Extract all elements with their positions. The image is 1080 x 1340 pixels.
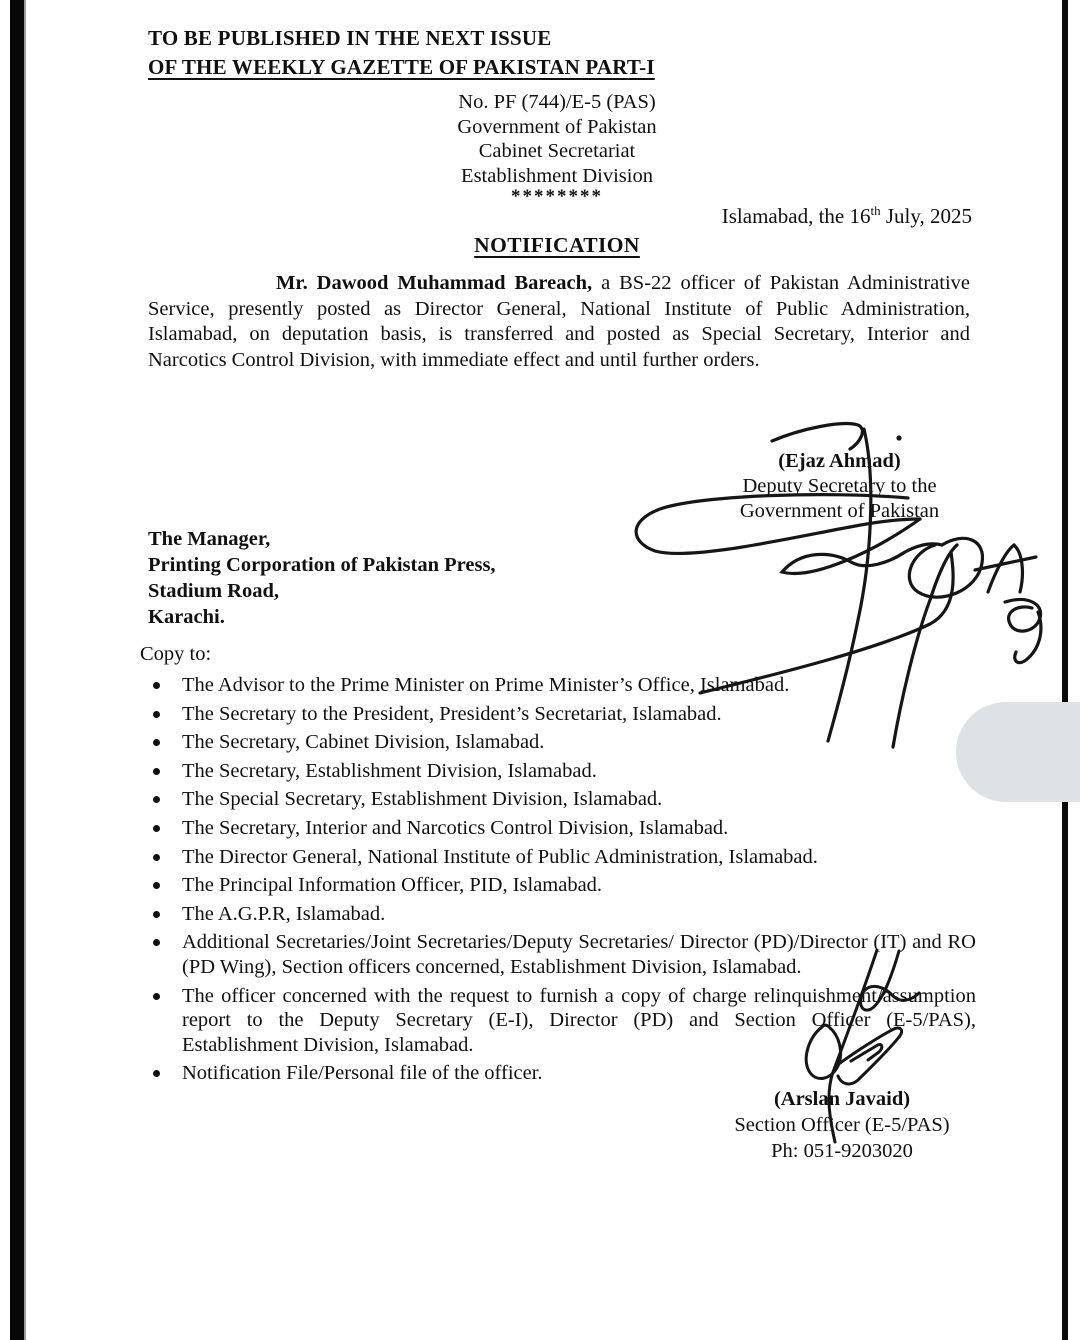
list-item: The A.G.P.R, Islamabad. [148, 902, 976, 927]
date-line [140, 204, 972, 229]
org-line-3: Establishment Division [461, 164, 653, 187]
list-item: The Secretary, Interior and Narcotics Control Division, Islamabad. [148, 816, 976, 841]
date-ordinal: th [870, 203, 881, 218]
scan-edge-right [1062, 0, 1068, 1340]
list-item: The Principal Information Officer, PID, Islamabad. [148, 873, 976, 898]
primary-signatory-name: (Ejaz Ahmad) [778, 450, 901, 472]
list-item: The Advisor to the Prime Minister on Prime Minister’s Office, Islamabad. [148, 673, 976, 698]
addressee-line-3: Stadium Road, [148, 580, 280, 602]
body-text: a BS-22 officer of Pakistan Administrative Service, presently posted as Director General, National Institute of Public Administration, Islamabad, on deputation basis, is transferred and posted as Special Secretary, Interior and Narcotics Control Division, with immediate effect and until further orders. [148, 272, 970, 371]
secondary-signatory-name: (Arslan Javaid) [773, 1088, 911, 1110]
publish-line-1: TO BE PUBLISHED IN THE NEXT ISSUE [148, 26, 552, 50]
list-item: The Secretary, Establishment Division, Islamabad. [148, 759, 976, 784]
list-item: The Secretary, Cabinet Division, Islamabad. [148, 730, 976, 755]
copy-to-list [148, 673, 976, 1090]
org-line-2: Cabinet Secretariat [478, 140, 636, 162]
scroll-handle[interactable] [956, 702, 1080, 802]
list-item: The Special Secretary, Establishment Division, Islamabad. [148, 787, 976, 812]
addressee-line-2: Printing Corporation of Pakistan Press, [148, 554, 496, 576]
primary-signatory-designation-1: Deputy Secretary to the [742, 475, 937, 497]
notification-body [148, 271, 970, 373]
notification-title: NOTIFICATION [474, 233, 640, 257]
list-item: Additional Secretaries/Joint Secretaries/Deputy Secretaries/ Director (PD)/Director (IT) and RO (PD Wing), Section officers concerned, Establishment Division, Islamabad. [148, 930, 976, 979]
primary-signatory-block [712, 449, 967, 524]
secondary-signatory-block [697, 1086, 987, 1164]
addressee-line-1: The Manager, [148, 528, 271, 550]
primary-signatory-designation-2: Government of Pakistan [739, 500, 940, 522]
reference-number: No. PF (744)/E-5 (PAS) [458, 91, 656, 113]
addressee-line-4: Karachi. [148, 606, 225, 628]
letterhead [140, 90, 974, 205]
list-item: The Director General, National Institute of Public Administration, Islamabad. [148, 845, 976, 870]
copy-to-label: Copy to: [140, 643, 212, 665]
separator-stars: ******** [511, 186, 603, 207]
org-line-1: Government of Pakistan [457, 115, 657, 138]
scan-edge-left [10, 0, 26, 1340]
publish-line-2: OF THE WEEKLY GAZETTE OF PAKISTAN PART-I [148, 55, 655, 79]
date-suffix: July, 2025 [880, 204, 972, 228]
officer-name: Mr. Dawood Muhammad Bareach, [276, 272, 593, 294]
date-prefix: Islamabad, the 16 [721, 204, 871, 228]
list-item: The Secretary to the President, President’s Secretariat, Islamabad. [148, 702, 976, 727]
secondary-signatory-phone: Ph: 051-9203020 [771, 1140, 913, 1162]
publish-header [148, 24, 655, 82]
addressee-block [148, 526, 496, 630]
list-item: The officer concerned with the request to furnish a copy of charge relinquishment/assumption report to the Deputy Secretary (E-I), Director (PD) and Section Officer (E-5/PAS), Establishment Division, Islamabad. [148, 984, 976, 1058]
list-item: Notification File/Personal file of the officer. [148, 1061, 976, 1086]
secondary-signatory-designation: Section Officer (E-5/PAS) [734, 1114, 950, 1136]
